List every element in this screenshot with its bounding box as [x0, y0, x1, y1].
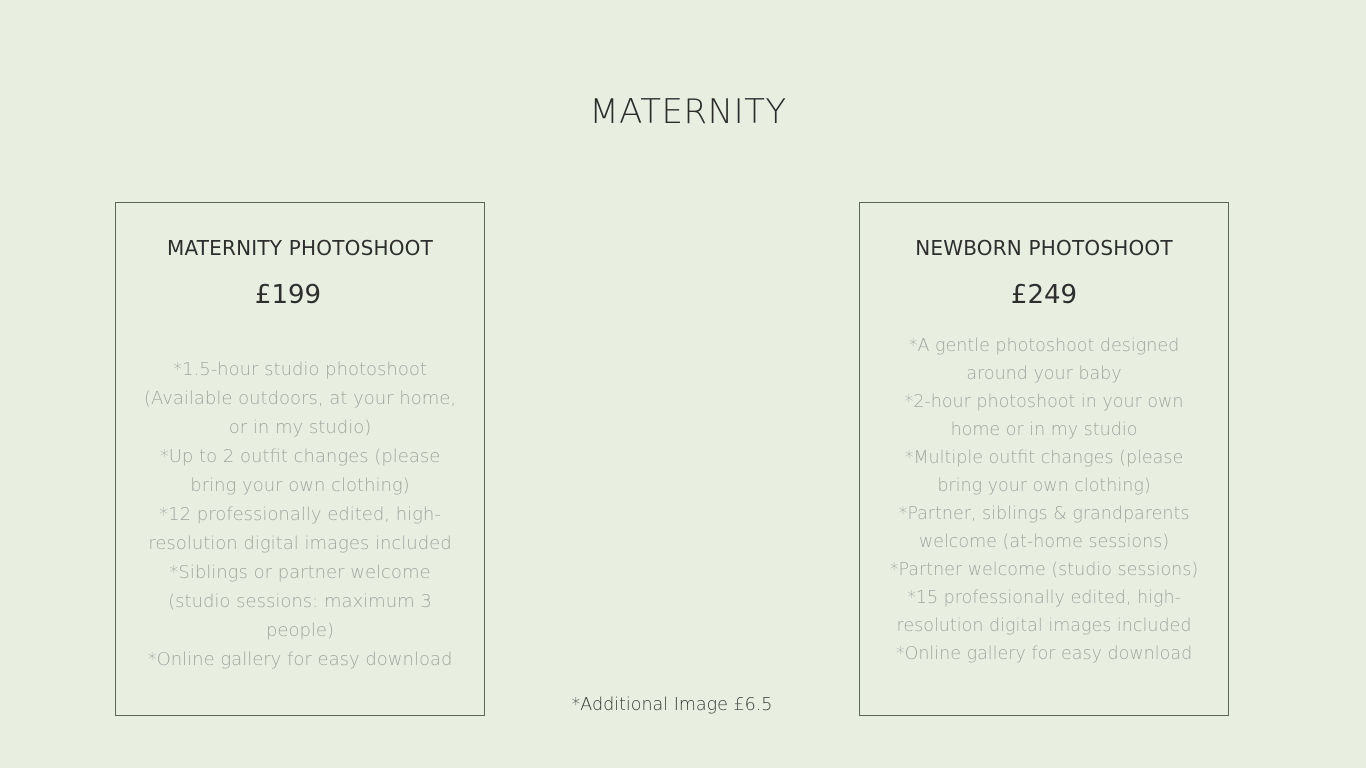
feature-item: *Online gallery for easy download [895, 644, 1193, 664]
feature-item: *Partner, siblings & grandparents welcome (at-home sessions) [898, 504, 1190, 552]
feature-item: *Siblings or partner welcome (studio sessions: maximum 3 people) [168, 562, 432, 641]
feature-list [860, 332, 1228, 668]
feature-item: *Online gallery for easy download [147, 649, 453, 670]
package-title: NEWBORN PHOTOSHOOT [915, 236, 1173, 260]
feature-item: *1.5-hour studio photoshoot (Available outdoors, at your home, or in my studio) [143, 359, 457, 438]
package-price: £199 [254, 280, 322, 310]
feature-item: *15 professionally edited, high-resolution digital images included [896, 588, 1192, 636]
feature-item: *12 professionally edited, high-resolution digital images included [148, 504, 452, 554]
feature-list [116, 355, 484, 674]
feature-item: *Partner welcome (studio sessions) [889, 560, 1199, 580]
package-price: £249 [1010, 280, 1078, 310]
feature-item: *Up to 2 outfit changes (please bring your own clothing) [159, 446, 441, 496]
newborn-package-card [859, 202, 1229, 716]
feature-item: *2-hour photoshoot in your own home or in my studio [904, 392, 1184, 440]
feature-item: *A gentle photoshoot designed around your baby [908, 336, 1180, 384]
additional-image-note: *Additional Image £6.5 [571, 695, 773, 715]
package-title: MATERNITY PHOTOSHOOT [166, 236, 434, 260]
feature-item: *Multiple outfit changes (please bring your own clothing) [904, 448, 1184, 496]
maternity-package-card [115, 202, 485, 716]
page-title: MATERNITY [589, 92, 787, 132]
